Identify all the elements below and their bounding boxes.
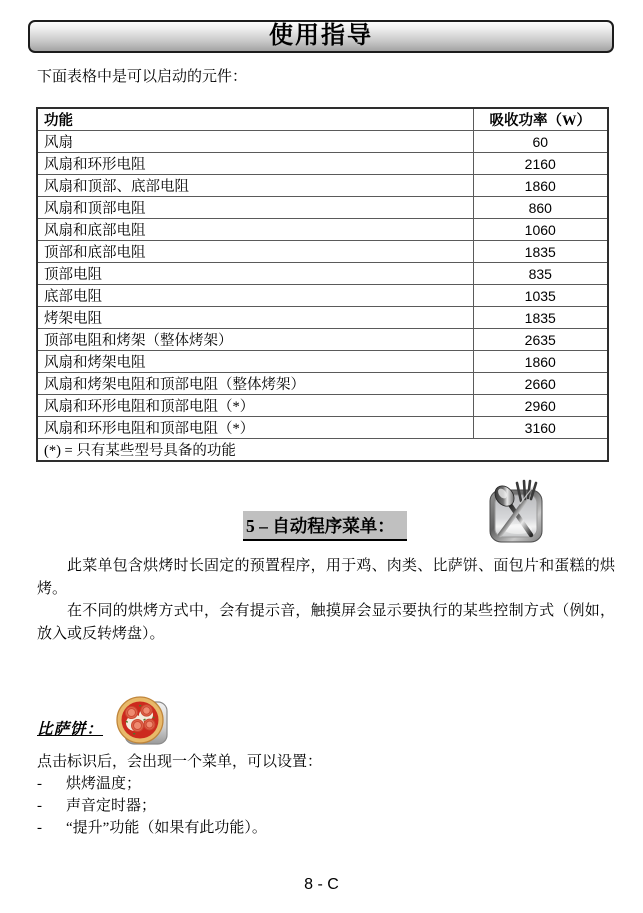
power-table xyxy=(36,107,609,462)
paragraph: 在不同的烘烤方式中，会有提示音，触摸屏会显示要执行的某些控制方式（例如，放入或反转烤盘）。 xyxy=(37,603,615,642)
pizza-section-header xyxy=(37,693,169,749)
power-cell: 2660 xyxy=(473,373,608,395)
intro-text: 下面表格中是可以启动的元件： xyxy=(37,69,248,85)
function-cell: 风扇和烤架电阻 xyxy=(37,351,473,373)
power-cell: 1835 xyxy=(473,241,608,263)
bullet-item xyxy=(37,817,607,839)
page-title: 使用指导 xyxy=(269,23,373,49)
bullet-item xyxy=(37,773,607,795)
table-row xyxy=(37,175,608,197)
section-5-header xyxy=(0,477,643,549)
power-cell: 860 xyxy=(473,197,608,219)
power-cell: 1835 xyxy=(473,307,608,329)
power-cell: 60 xyxy=(473,131,608,153)
table-header-row xyxy=(37,108,608,131)
bullet-text: “提升”功能（如果有此功能）。 xyxy=(66,820,267,836)
bullet-text: 烘烤温度； xyxy=(66,776,142,792)
power-cell: 1860 xyxy=(473,175,608,197)
bullet-text: 声音定时器； xyxy=(66,798,157,814)
power-cell: 2160 xyxy=(473,153,608,175)
table-row xyxy=(37,241,608,263)
function-cell: 风扇和顶部电阻 xyxy=(37,197,473,219)
pizza-label: 比萨饼： xyxy=(37,721,104,738)
bullet-item xyxy=(37,795,607,817)
bullet-marker: - xyxy=(37,820,42,836)
function-cell: 底部电阻 xyxy=(37,285,473,307)
bullet-marker: - xyxy=(37,776,42,792)
power-cell: 1060 xyxy=(473,219,608,241)
pizza-menu-text xyxy=(37,751,607,839)
function-cell: 顶部和底部电阻 xyxy=(37,241,473,263)
table-row xyxy=(37,395,608,417)
power-cell: 2960 xyxy=(473,395,608,417)
function-cell: 烤架电阻 xyxy=(37,307,473,329)
page-title-banner xyxy=(28,20,614,53)
function-cell: 顶部电阻 xyxy=(37,263,473,285)
cutlery-icon xyxy=(487,477,545,547)
table-row xyxy=(37,197,608,219)
table-footnote: (*) = 只有某些型号具备的功能 xyxy=(37,439,608,462)
section-5-heading: 5 – 自动程序菜单： xyxy=(243,511,407,541)
section-5-body xyxy=(37,555,615,645)
pizza-icon xyxy=(113,693,169,749)
table-row xyxy=(37,329,608,351)
power-cell: 2635 xyxy=(473,329,608,351)
table-row xyxy=(37,131,608,153)
paragraph: 此菜单包含烘烤时长固定的预置程序，用于鸡、肉类、比萨饼、面包片和蛋糕的烘烤。 xyxy=(37,558,615,597)
table-footnote-row xyxy=(37,439,608,462)
menu-intro: 点击标识后，会出现一个菜单，可以设置： xyxy=(37,754,323,770)
table-row xyxy=(37,219,608,241)
column-header-function: 功能 xyxy=(37,108,473,131)
function-cell: 风扇和环形电阻 xyxy=(37,153,473,175)
page-number: 8 - C xyxy=(304,876,339,893)
power-cell: 1860 xyxy=(473,351,608,373)
power-cell: 835 xyxy=(473,263,608,285)
power-cell: 3160 xyxy=(473,417,608,439)
function-cell: 风扇和顶部、底部电阻 xyxy=(37,175,473,197)
table-row xyxy=(37,307,608,329)
function-cell: 风扇和烤架电阻和顶部电阻（整体烤架） xyxy=(37,373,473,395)
table-row xyxy=(37,373,608,395)
function-cell: 风扇和环形电阻和顶部电阻（*） xyxy=(37,417,473,439)
table-row xyxy=(37,153,608,175)
table-row xyxy=(37,417,608,439)
table-row xyxy=(37,285,608,307)
column-header-power: 吸收功率（W） xyxy=(473,108,608,131)
function-cell: 风扇和环形电阻和顶部电阻（*） xyxy=(37,395,473,417)
table-row xyxy=(37,351,608,373)
function-cell: 风扇和底部电阻 xyxy=(37,219,473,241)
bullet-marker: - xyxy=(37,798,42,814)
power-cell: 1035 xyxy=(473,285,608,307)
function-cell: 风扇 xyxy=(37,131,473,153)
function-cell: 顶部电阻和烤架（整体烤架） xyxy=(37,329,473,351)
table-row xyxy=(37,263,608,285)
